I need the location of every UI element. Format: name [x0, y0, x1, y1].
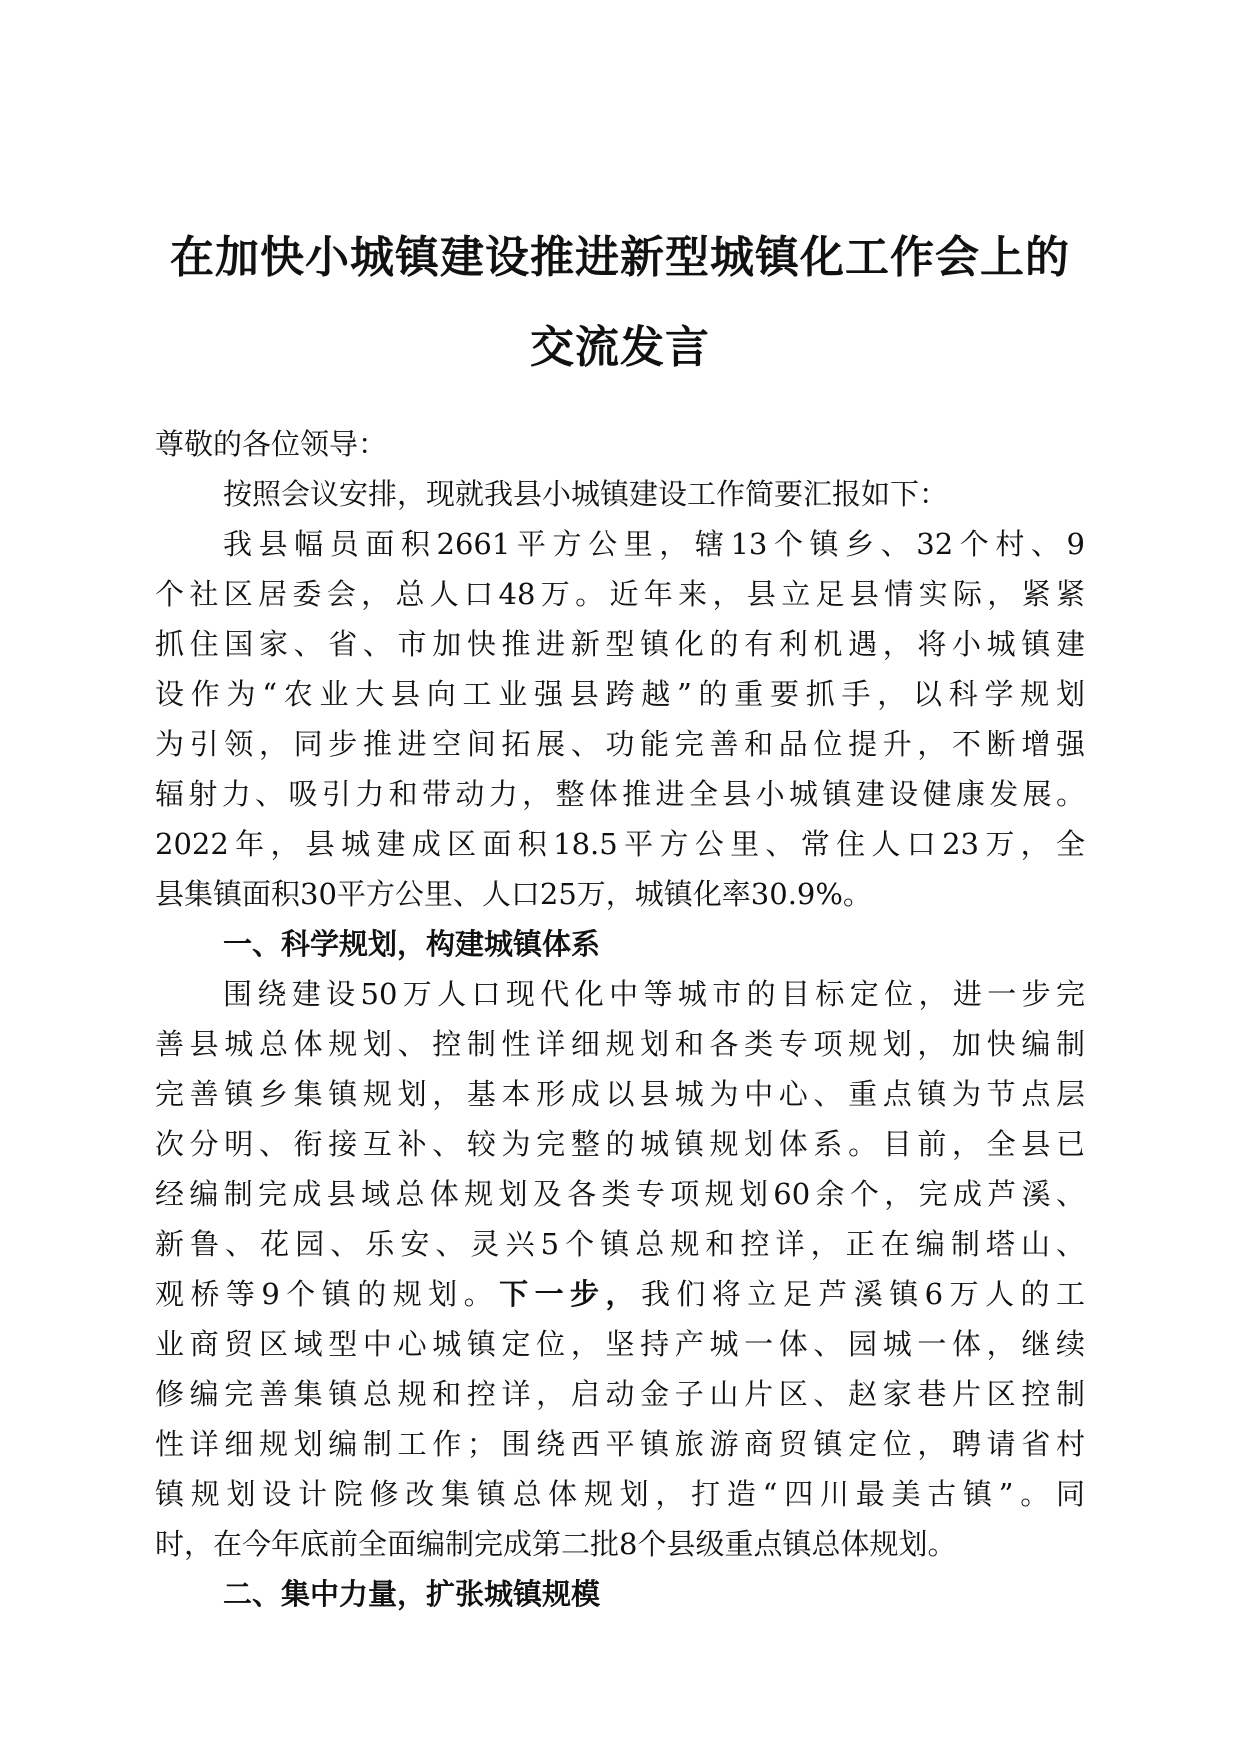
paragraph-2-line-mixed — [155, 1270, 1085, 1318]
paragraph-1-line: 我县幅员面积2661平方公里，辖13个镇乡、32个村、9 — [223, 527, 1085, 561]
paragraph-2-line: 新鲁、花园、乐安、灵兴5个镇总规和控详，正在编制塔山、 — [155, 1227, 1085, 1261]
paragraph-2-text: 我们将立足芦溪镇6万人的工 — [640, 1277, 1085, 1311]
paragraph-2-line: 时，在今年底前全面编制完成第二批8个县级重点镇总体规划。 — [155, 1527, 957, 1561]
paragraph-1-line: 县集镇面积30平方公里、人口25万，城镇化率30.9%。 — [155, 877, 872, 911]
paragraph-1-line: 个社区居委会，总人口48万。近年来，县立足县情实际，紧紧 — [155, 577, 1085, 611]
paragraph-1-line: 抓住国家、省、市加快推进新型镇化的有利机遇，将小城镇建 — [155, 627, 1085, 661]
paragraph-2-text: 观桥等9个镇的规划。 — [155, 1277, 500, 1311]
paragraph-1-line: 2022年，县城建成区面积18.5平方公里、常住人口23万，全 — [155, 827, 1085, 861]
next-step-emphasis: 下一步， — [499, 1277, 641, 1311]
section-heading-2: 二、集中力量，扩张城镇规模 — [223, 1577, 601, 1611]
document-title-line-2: 交流发言 — [530, 322, 710, 373]
document-title-line-1: 在加快小城镇建设推进新型城镇化工作会上的 — [170, 232, 1070, 283]
section-heading-1: 一、科学规划，构建城镇体系 — [223, 927, 601, 961]
paragraph-1-line: 为引领，同步推进空间拓展、功能完善和品位提升，不断增强 — [155, 727, 1085, 761]
salutation: 尊敬的各位领导： — [155, 427, 388, 461]
paragraph-2-line: 经编制完成县域总体规划及各类专项规划60余个，完成芦溪、 — [155, 1177, 1085, 1211]
intro-paragraph: 按照会议安排，现就我县小城镇建设工作简要汇报如下： — [223, 477, 949, 511]
paragraph-2-line: 次分明、衔接互补、较为完整的城镇规划体系。目前，全县已 — [155, 1127, 1085, 1161]
paragraph-2-line: 性详细规划编制工作；围绕西平镇旅游商贸镇定位，聘请省村 — [155, 1427, 1085, 1461]
paragraph-2-line: 完善镇乡集镇规划，基本形成以县城为中心、重点镇为节点层 — [155, 1077, 1085, 1111]
paragraph-2-line: 围绕建设50万人口现代化中等城市的目标定位，进一步完 — [223, 977, 1085, 1011]
paragraph-1-line: 设作为“农业大县向工业强县跨越”的重要抓手，以科学规划 — [155, 677, 1085, 711]
paragraph-2-line: 业商贸区域型中心城镇定位，坚持产城一体、园城一体，继续 — [155, 1327, 1085, 1361]
paragraph-2-line: 镇规划设计院修改集镇总体规划，打造“四川最美古镇”。同 — [155, 1477, 1085, 1511]
paragraph-2-line: 修编完善集镇总规和控详，启动金子山片区、赵家巷片区控制 — [155, 1377, 1085, 1411]
paragraph-2-line: 善县城总体规划、控制性详细规划和各类专项规划，加快编制 — [155, 1027, 1085, 1061]
paragraph-1-line: 辐射力、吸引力和带动力，整体推进全县小城镇建设健康发展。 — [155, 777, 1085, 811]
